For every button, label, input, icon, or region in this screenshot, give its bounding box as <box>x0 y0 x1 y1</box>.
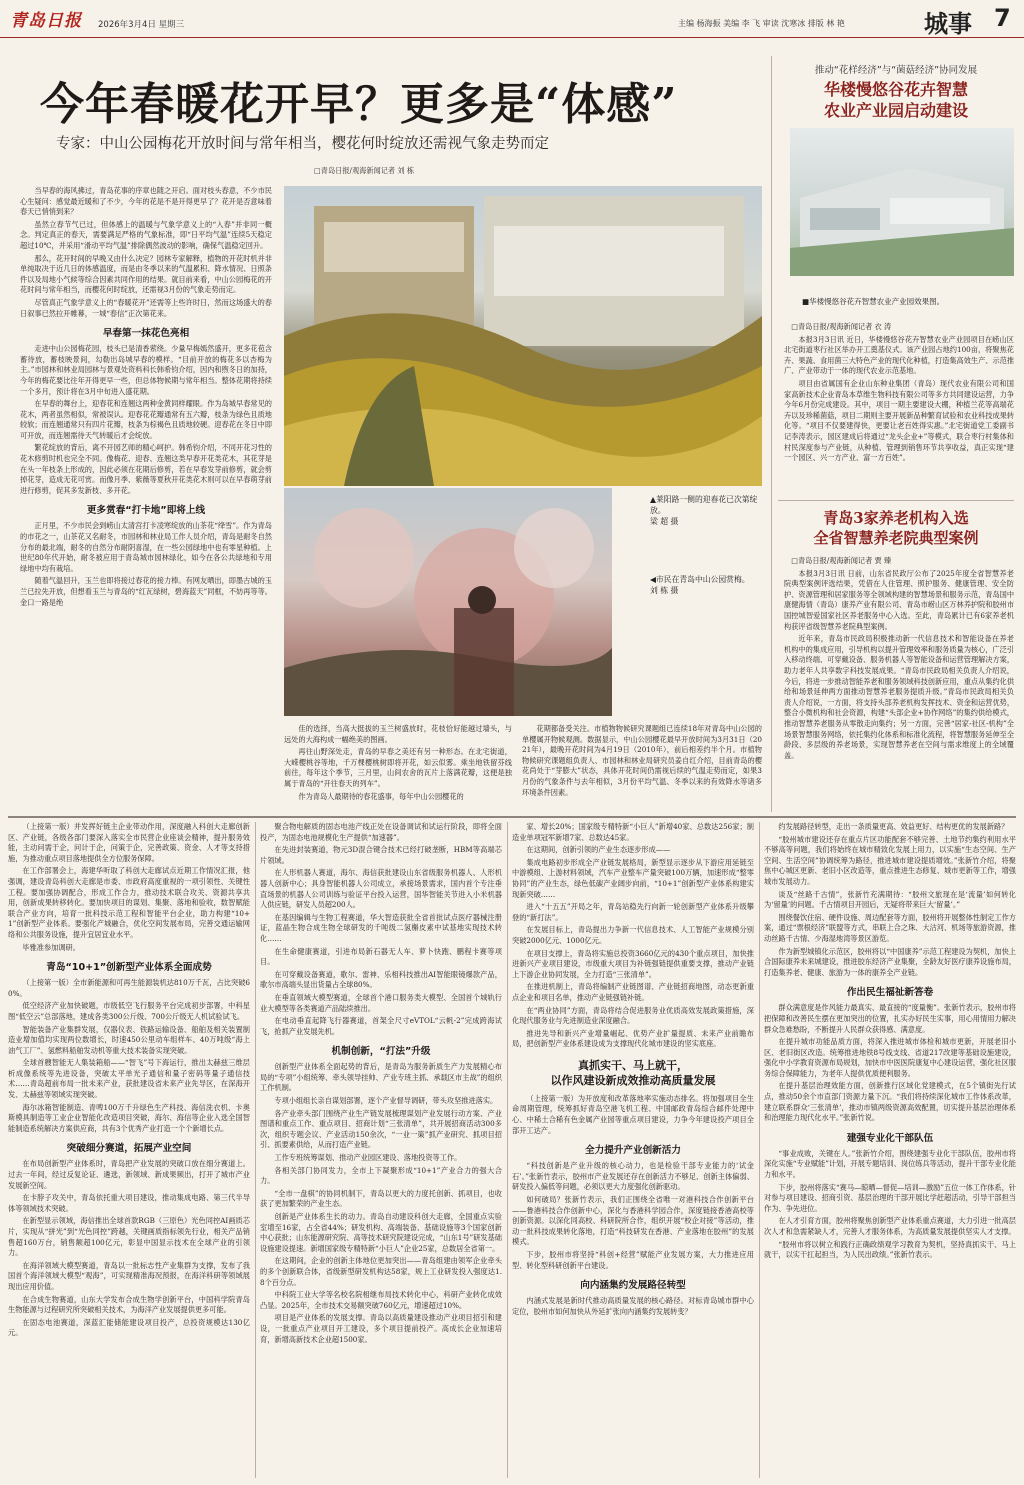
side-story-elderly-care-body <box>784 556 1014 763</box>
section-heading: 青岛“10+1”创新型产业体系全面成势 <box>46 962 212 974</box>
paragraph: “胶州城市建设还存在重点片区功能配套不够完善、土地节约集约利用水平不够高等问题，我们将始终在城市精致化发展上用力，以实施“生态空间、生产空间、生活空间”协调统筹为路径，推进城市建设提质增效。”张新竹介绍，将聚焦中心城区更新、老旧小区改造等，重点推进生态修复、城市更新等工作，增强城市发展动力。 <box>764 834 1016 886</box>
side-headline: 华楼慢悠谷花卉智慧 农业产业园启动建设 <box>823 80 968 120</box>
bottom-column-4 <box>764 822 1016 1482</box>
paragraph: 虽然立春节气已过，但体感上的温暖与气象学意义上的“入春”并非同一概念。判定真正的春天，需要满足严格的气象标准，即“日平均气温”连续5天稳定超过10℃，并采用“滑动平均气温”排除偶然波动的影响，确保气温稳定回升。 <box>20 219 272 250</box>
paragraph: 推进先导和新兴产业增量崛起、优势产业扩量提质、未来产业前瞻布局，把创新型产业体系建设成为支撑现代化城市建设的坚实底座。 <box>512 1028 754 1049</box>
paragraph: 在这期间，企业的创新主体地位更加突出——青岛组建由领军企业牵头的多个创新联合体，省级新型研发机构达58家，规上工业研发投入强度达1.8个百分点。 <box>260 1256 502 1287</box>
bottom-column-2 <box>260 822 502 1482</box>
paragraph: 中科院工业大学等名校名院相继布局技术转化中心，科研产业转化成效凸显。2025年，全市技术交易额突破760亿元，增速超过10%。 <box>260 1290 502 1310</box>
paragraph: 佳的选择，当高大挺拔的玉兰树盛放时，花枝恰好能越过墙头，与远处的大海构成一幅绝美的图画。 <box>284 724 512 744</box>
paragraph: 集成电路初步形成全产业链发展格局，新型显示逐步从下游应用延链至中游模组、上游材料领域，汽车产业整车产量突破100万辆，加速形成“整零协同”的产业生态，绿色低碳产业阔步向前，“10+1”创新型产业体系构建实现新突破…… <box>512 857 754 899</box>
paragraph: 在人形机器人赛道，海尔、海信获批建设山东省级服务机器人、人形机器人创新中心；具身智能机器人公司成立，承接场景需求，国内首个专注垂直场景的机器人公司训练与验证平台投入运营，国华智能关节进入小米机器人供应链，研发人员超200人。 <box>260 868 502 910</box>
paragraph: 创新型产业体系全面起势的背后，是青岛为服务新质生产力发展精心布局的“专项”小组统筹、牵头领导挂帅、产业专班主抓、承载区市主战”的组织工作机制。 <box>260 1062 502 1093</box>
paragraph: （上接第一版）全市新能源和可再生能源装机达810万千瓦，占比突破60%。 <box>8 978 250 998</box>
paragraph: 在电动垂直起降飞行器赛道，首架全尺寸eVTOL“云帆-2”完成跨海试飞，抢抓产业发展先机。 <box>260 1016 502 1036</box>
paragraph: 在“两业协同”方面，青岛将结合促进服务业优质高效发展政策措施，深化现代服务业与先进制造业深度融合。 <box>512 1005 754 1026</box>
main-column-2 <box>284 724 512 804</box>
section-heading: 建强专业化干部队伍 <box>846 1132 934 1144</box>
paragraph: 海尔冰箱智能制造、青啤100万千升绿色生产科技、海信洗衣机、卡奥斯模具制造等工业企业智能化改造项目突破，海尔、海信等企业入选全国智能制造系统解决方案供应商，共有3个优秀产业打造一个个新增长点。 <box>8 1102 250 1133</box>
paragraph: 创新是产业体系生长的动力。青岛自动建设科创大走廊，全国重点实验室增至16家，占全省44%；研发机构、高端装备、基础设施等3个国家创新中心获批；山东能源研究院、高等技术研究院建设完成，“山东1号”研发基础设施建设提速。新增国家级专精特新“小巨人”企业25家，总数居全省第一。 <box>260 1212 502 1253</box>
issue-date: 2026年3月4日 星期三 <box>98 20 185 30</box>
paragraph: 各相关部门协同发力，全市上下凝聚形成“10+1”产业合力的强大合力。 <box>260 1165 502 1186</box>
paragraph: 群众满意度是作风能力最真实、最直接的“度量衡”。张新竹表示，胶州市将把保障和改善民生摆在更加突出的位置，扎实办好民生实事，用心用情用力解决群众急难愁盼，不断提升人民群众获得感、满意度。 <box>764 1003 1016 1034</box>
paragraph: 在这期间，创新引领的产业生态逐步形成—— <box>526 845 671 855</box>
paragraph: 作为新型城镇化示范区，胶州将以“中国康养”示范工程建设为契机，加快上合国际康养未来城建设，推进胶东经济产业集聚，全龄友好医疗康养设施布局，打造集养老、健康、旅游为一体的康养全产业链。 <box>764 946 1016 977</box>
paragraph: 在提升城市功能品质方面，将深入推进城市体检和城市更新，开展老旧小区、老旧街区改造。统筹推进地铁8号线支线、省道217改建等基础设施建设，强化中小学教育资源布局规划，加快市中医医院康复中心建设运营，强化社区服务综合保障能力，为老年人提供优质便利服务。 <box>764 1037 1016 1078</box>
paragraph: 在工作部署会上，海建华听取了科创大走廊试点近期工作情况汇报，他强调，建设青岛科创大走廊是市委、市政府高度重视的一项引领性、关键性工程。要加强协调配合，形成工作合力，推动技术联合攻关、资源共享共用，创新成果转移转化。要加快项目的谋划、集聚、落地和验收，数智赋能联合产业方向，培育一批科技示范工程和智能平台企业，助力构建“10+1”创新型产业体系。要强化产城融合，优化空间发展布局，完善交通运输网络和公共服务设施，提升宜居宜业水平。 <box>8 866 250 939</box>
staff-credits: 主编 杨海振 美编 李 飞 审读 沈寒冰 排版 林 艳 <box>678 19 845 28</box>
paragraph: 随着气温回升，玉兰也即将接过春花的接力棒。有网友晒出，即墨古城的玉兰已拉先开放，但想看玉兰与青岛的“红瓦绿树，碧海蓝天”同框，不妨再等等。金口一路是绝 <box>20 576 272 607</box>
bottom-column-3 <box>512 822 754 1482</box>
section-heading: 向内涵集约发展路径转型 <box>580 1280 686 1292</box>
paragraph: 走进中山公园梅花园，枝头已是清香萦绕。少量早梅嫣然盛开，更多花苞含蓄待放，蓄枝映景间，勾勒出岛城早春的模样。“目前开放的梅花多以杏梅为主。”市园林和林业局园林与景观处资料科长韩希钧介绍，因内和煦冬日的加持，今年的梅花要比往年开得更早一些，但总体物候期与常年相当。整体花期将持续一个多月，预计将在3月中旬进入盛花期。 <box>20 344 272 396</box>
paragraph: 花期都备受关注。市植物物候研究课题组已连续18年对青岛中山公园的单樱属开物候观测。数据显示，中山公园樱花最早开放时间为3月31日（2021年），最晚开花时间为4月19日（2010年），前后相差约半个月。市植物物候研究课题组负责人、市园林和林业局研究员姜自红介绍，目前青岛的樱花尚处于“芽膨大”状态，具体开花时间仍需视后续的气温走势而定，如果3月份的气象条件与去年相似，3月份平均气温、冬季以来的有效降水等诸多环境条件因素。 <box>522 724 762 797</box>
plum-photo-art <box>284 488 612 716</box>
paragraph: 在早春的舞台上，迎春花和连翘这两种金黄同样耀眼。作为岛城早春常见的花木，两者虽然相似，常被误认。迎春花花瓣通常有五六瓣，枝条为绿色且质地较软；而连翘通常只有四片花瓣，枝条为棕褐色且质地较硬。迎春花在冬日中即可开放，而连翘需待天气转暖后才会绽放。 <box>20 399 272 440</box>
paragraph: 在固态电池赛道，深蓝汇能储能建设项目投产，总投资规模达130亿元。 <box>8 1317 250 1338</box>
forsythia-photo <box>284 186 762 486</box>
paragraph: 在先进封装赛道，物元3D混合键合技术已经打破垄断，HBM等高端芯片领域。 <box>260 845 502 865</box>
paragraph: 内涵式发展是新时代推动高质量发展的核心路径。对标青岛城市群中心定位，胶州市如何加快从外延扩张向内涵集约发展转变？ <box>512 1296 754 1316</box>
side-kicker: 推动“花样经济”与“菌菇经济”协同发展 <box>814 65 978 76</box>
paragraph: 项目是产业体系的发展支撑。青岛以高质量建设推动产业项目招引和建设，一批重点产业项目开工建设，多个项目提前投产。高成长企业加速培育，新增高新技术企业超1500家。 <box>260 1313 502 1344</box>
side-headline: 青岛3家养老机构入选 全省智慧养老院典型案例 <box>813 509 979 547</box>
paragraph: 在海洋领域大模型赛道，青岛以一批标志性产业集群为支撑，发布了我国首个海洋领域大模型“观海”，可实现精准海况预报，在海洋科研等领域展现出应用价值。 <box>8 1260 250 1291</box>
paragraph: 繁花绽放的背后，离不开园艺师的精心呵护。韩希钧介绍，不同开花习性的花木修剪时机也完全不同。像梅花、迎春、连翘这类早春开花类花木，其花芽是在头一年枝条上形成的，因此必须在花期后修剪，若在早春发芽前修剪，就会剪掉花芽，造成无花可赏。而像月季、紫薇等夏秋开花类花木则可以在早春萌芽前进行修剪，促其多发新枝、多开花。 <box>20 443 272 495</box>
newspaper-logo: 青岛日报 <box>10 11 82 31</box>
photo-caption-forsythia: ▲莱阳路一侧的迎春花已次第绽放。 梁 超 摄 <box>650 495 758 526</box>
paragraph: 聚合物电解质的固态电池产线正处在设备调试和试运行阶段，即将全面投产，为固态电池规模化生产提供“加速器”。 <box>260 822 502 842</box>
side-story-flower-park <box>778 62 1014 121</box>
paragraph: 在基因编辑与生物工程赛道，华大智造获批全省首批试点医疗器械注册证，蓝晶生物合成生物全球研发的千吨级二氢槲皮素中试基地实现技术转化…… <box>260 912 502 943</box>
section-heading: 全力提升产业创新活力 <box>585 1145 681 1157</box>
vertical-divider <box>255 822 256 1478</box>
paragraph: 全球首艘智能无人集装箱船——“智飞”号下海运行，推出太赫兹三维层析成像系统等先进设备，突破太平单光子通信和量子密码等量子通信技术……青岛超前布局一批未来产业，获批建设省未来产业先导区，在深海开发、太赫兹等领域实现突破。 <box>8 1058 250 1100</box>
section-heading: 突破细分赛道，拓展产业空间 <box>66 1143 192 1155</box>
paragraph: 在合成生物赛道，山东大学发布合成生物学创新平台，中国科学院青岛生物能源与过程研究所突破相关技术，为海洋产业发展提供更多可能。 <box>8 1294 250 1315</box>
section-heading: 作出民生福祉新答卷 <box>846 987 934 999</box>
vertical-divider <box>771 56 772 812</box>
paragraph: 在人才引育方面，胶州将聚焦创新型产业体系重点赛道，大力引进一批高层次人才和急需紧缺人才，完善人才服务体系，为高质量发展提供坚实人才支撑。 <box>764 1216 1016 1236</box>
paragraph: 在可穿戴设备赛道，歌尔、雷神、乐相科技推出AI智能眼镜爆款产品，歌尔市高端头显出货量占全球80%。 <box>260 969 502 990</box>
paragraph: 在布局创新型产业体系时，青岛把产业发展的突破口放在细分赛道上。过去一年间，经过反复论证、遴选，新领域、新成果频出，打开了城市产业发展新空间。 <box>8 1159 250 1190</box>
vertical-divider <box>759 822 760 1478</box>
paragraph: 在卡脖子攻关中，青岛依托重大项目建设，推动集成电路、第三代半导体等领域技术突破。 <box>8 1193 250 1213</box>
industrial-park-rendering <box>790 128 1014 276</box>
paragraph: 在生命健康赛道，引进布局新石器无人车、萝卜快跑、鹏程卡赛等项目。 <box>260 946 502 967</box>
paragraph: 进入“十五五”开局之年，青岛站稳先行向新一轮创新型产业体系升级攀登的“新打法”。 <box>512 902 754 922</box>
rendering-caption: ■华楼慢悠谷花卉智慧农业产业园效果图。 <box>802 297 945 306</box>
page-number: 7 <box>994 4 1011 32</box>
paragraph: 尽管真正气象学意义上的“春暖花开”还需等上些许时日，然而这场盛大的春日叙事已然拉开帷幕，一城“春信”正次第花来。 <box>20 297 272 318</box>
paragraph: “胶州市将以树立和践行正确政绩观学习教育为契机，坚持真抓实干、马上就干，以实干扛起担当，为人民出政绩。”张新竹表示。 <box>764 1239 1016 1260</box>
paragraph: 那么，花开时间的早晚又由什么决定？园林专家解释，植物的开花时机并非单纯取决于近几日的体感温度，而是由冬季以来的气温累积、降水情况、日照条件以及局地小气候等综合因素共同作用的结果。就目前来看，中山公园梅花的开花时间与常年相当，而樱花何时绽放，还需视3月份的气象走势而定。 <box>20 253 272 295</box>
plum-blossom-photo <box>284 488 612 716</box>
paragraph: 如何破局？张新竹表示，我们正围绕全省唯一对港科技合作创新平台——鲁港科技合作创新中心，深化与香港科学园合作，深度链接香港高校等创新资源。以深化同高校、科研院所合作，组织开展“校企对接”等活动，推动一批科技成果转化落地，打造“科技研发在香港、产业落地在胶州”的发展模式。 <box>512 1195 754 1247</box>
paragraph: 智能装备产业集群发展，仅器仪表、铁路运输设备、船舶及相关装置制造业增加值均实现两位数增长，时速450公里动车组样车、40万吨级“海上油气工厂”、氢燃料船舶发动机等重大技术装备实现突破。 <box>8 1024 250 1055</box>
paragraph: 低空经济产业加快破题，市级低空飞行服务平台完成初步部署，中科星图“低空云”总部落地，建成各类300公斤级、700公斤级无人机试验试飞。 <box>8 1001 250 1021</box>
side-byline: □青岛日报/观海新闻记者 贾 臻 <box>791 556 892 565</box>
paragraph: 作为青岛人最期待的春花盛事，每年中山公园樱花的 <box>298 791 464 801</box>
side-story-flower-park-body <box>784 322 1014 466</box>
bottom-column-1 <box>8 822 250 1482</box>
paragraph: 家、增长20%；国家级专精特新“小巨人”新增40家、总数达256家；制造业单项冠军新增7家、总数达45家。 <box>512 822 754 842</box>
paragraph: （上接第一版）为开放度和改革落地率实施动态排名。将加强项目全生命周期管理，统筹抓好青岛空港飞机工程、中国邮政青岛综合邮件处理中心、中稀土合稀有色金属产业园等重点项目建设，力争今年建设投产项目全部开工达产。 <box>512 1093 754 1135</box>
section-heading: 更多赏春“打卡地”即将上线 <box>86 505 206 517</box>
paragraph: 约发展路径转型，走出一条质量更高、效益更好、结构更优的发展新路？ <box>778 822 1009 831</box>
paragraph: 在项目支撑上，青岛将实施总投资3660亿元的430个重点项目，加快推进新兴产业项目建设，市级重大项目为补链强链提供重要支撑，推动产业链上下游企业协同发展，全力打造“三张清单”。 <box>512 948 754 979</box>
paragraph: 近年来，青岛市民政局积极推动新一代信息技术和智能设备在养老机构中的集成应用，引导机构以提升管理效率和服务质量为核心，广泛引入移动终端、可穿戴设备、服务机器人等智能设备和运营管理解决方案，助力老年人共享数字科技发展成果。“青岛市民政局相关负责人介绍说，今后，将进一步推动智能养老和服务领域科技创新应用，重点从集约化供给和场景延伸两方面推动智慧养老服务提质升级。”青岛市民政局相关负责人介绍说，一方面，将支持头部养老机构发挥技术、资金和运营优势，整合小微机构和社会资源，构建“头部企业+协作网络”的集约供给模式，推动智慧养老服务从零散走向集约；另一方面，完善“居家-社区-机构”全场景智慧服务网络，依托集约化体系和标准化流程，将智慧服务延伸至全龄段、多层级的养老场景，实现智慧养老在空间与需求维度上的全域覆盖。 <box>784 634 1015 760</box>
paragraph: 当早春的海风拂过，青岛花事的序章也随之开启。面对枝头春意，不少市民心生疑问：感觉最近暖和了不少，今年的花是不是开得更早了？花开是否意味着春天已悄悄到来？ <box>20 186 272 217</box>
paragraph: 在推进机制上，青岛将编制产业链图谱、产业链招商地图，动态更新重点企业和项目名单，推动产业链强链补链。 <box>512 982 754 1002</box>
paragraph: 在发展目标上，青岛提出力争新一代信息技术、人工智能产业规模分别突破2000亿元、1000亿元。 <box>512 925 754 945</box>
horizontal-divider <box>8 816 1016 818</box>
paragraph: 围绕餐饮住宿、硬件设施、周边配套等方面，胶州将开展整体性制定工作方案，通过“票根经济”联盟等方式，串联上合之珠、大沽河、机场等旅游资源，推动丝路千古情、少海湿地湾等景区游览。 <box>764 912 1016 943</box>
forsythia-photo-art <box>284 186 762 486</box>
section-name: 城事 <box>924 10 972 38</box>
paragraph: 下步，胶州市将坚持“科创+经营”赋能产业发展方案，大力推进应用型、转化型科研创新平台建设。 <box>512 1250 754 1270</box>
paragraph: 在垂直领域大模型赛道，全球首个港口服务类大模型、全国首个城轨行业大模型等各类赛道产品陆续推出。 <box>260 992 502 1013</box>
paragraph: 在新型显示领域，海信推出全球首款RGB（三原色）光色同控AI画质芯片，实现从“拼光”到“光色同控”跨越，关键画质指标领先行业，相关产品销售超160万台，销售额超100亿元，彰显中国显示技术在全球产业的引领力。 <box>8 1216 250 1258</box>
paragraph: 各产业牵头部门围绕产业生产链发展梳理谋划产业发展行动方案、产业图谱和重点工作、重点项目、招商计划“三张清单”，共开展招商活动300多次，组织专题会议、产业活动150余次，“一业一策”抓产业研究、抓项目招引、抓要素供给，从而打造产业链。 <box>260 1108 502 1150</box>
paragraph: 在提升基层治理效能方面，创新推行区域化党建模式，在5个镇街先行试点，推动50余个市直部门资源力量下沉。“我们将持续深化城市工作体系改革，建立联系群众‘三张清单’，推动市镇两级资源高效配置，切实提升基层治理体系和治理能力现代化水平。”张新竹说。 <box>764 1081 1016 1123</box>
paragraph: 再往山野深处走，青岛的早春之美还有另一种形态。在北宅街道，大嵘樱桃谷等地，千万棵樱桃树即将开花，如云似雾。乘坐地铁留芬线前往，每年这个季节，三月里，山间农舍的瓦片上落满花瓣，这便是独属于青岛的“开往春天的列车”。 <box>284 747 512 788</box>
paragraph: 下步，胶州将落实“赛马—晾晒—督促—培训—激励”五位一体工作体系，针对参与项目建设、招商引资、基层治理的干部开展比学赶超活动，引导干部担当作为、争先进位。 <box>764 1182 1016 1213</box>
paragraph: 谈及“丝路千古情”，张新竹充满期待：“胶州文旅现在是‘流量’如何转化为‘留量’的问题。千古情项目开园后，无疑将带来巨大‘留量’。” <box>764 889 1016 910</box>
feature-headline: 真抓实干、马上就干， 以作风建设新成效推动高质量发展 <box>550 1058 716 1087</box>
section-heading: 早春第一抹花色亮相 <box>102 328 190 340</box>
photo-caption-plum: ◀市民在青岛中山公园赏梅。 刘 栋 摄 <box>650 575 750 595</box>
paragraph: “科技创新是产业升级的核心动力，也是检验干部专业能力的‘试金石’。”张新竹表示，胶州市产业发展还存在创新活力不够足、创新主体偏弱、研发投入偏低等问题，必须以更大力度强化创新驱动。 <box>512 1161 754 1192</box>
paragraph: 专项小组组长亲自谋划部署，逐个产业督导调研，带头攻坚推进落实。 <box>274 1096 498 1106</box>
paragraph: 本报3月3日讯 近日，华楼慢悠谷花卉智慧农业产业园项目在崂山区北宅街道枣行社区举办开工奠基仪式。该产业园占地约100亩，将聚焦花卉、果蔬、食用菌三大特色产业的现代化种植，打造集高效生产、示范推广、产业带动于一体的现代农业示范基地。 <box>784 334 1015 376</box>
vertical-divider <box>507 822 508 1478</box>
paragraph: 正月里，不少市民会到崂山太清宫打卡凌寒绽放的山茶花“绛雪”。作为青岛的市花之一，山茶花又名耐冬，市园林和林业局工作人员介绍，青岛是耐冬自然分布的最北端，耐冬的自然分布耐阴喜湿，在一些公园绿地中也有零星种植。上世纪80年代开始，耐冬被应用于青岛城市园林绿化，如今在各公共绿地和专用绿地中均有栽培。 <box>20 521 272 573</box>
main-column-3 <box>522 724 762 800</box>
main-subheadline: 专家：中山公园梅花开放时间与常年相当，樱花何时绽放还需视气象走势而定 <box>56 136 549 152</box>
side-story-elderly-care <box>778 508 1014 548</box>
paragraph: “事业成败，关键在人。”张新竹介绍，围绕建强专业化干部队伍，胶州市将深化实施“专业赋能”计划，开展专题培训、岗位练兵等活动，提升干部专业化能力和水平。 <box>764 1148 1016 1180</box>
masthead <box>0 0 1024 38</box>
side-byline: □青岛日报/观海新闻记者 衣 涛 <box>791 322 892 331</box>
main-byline: □青岛日报/观海新闻记者 刘 栋 <box>314 166 415 175</box>
main-headline-area <box>8 62 766 182</box>
paragraph: （上接第一版）并发挥好链主企业带动作用，深度融入科创大走廊创新区、产业链，各级各部门要深入落实全市民营企业座谈会精神，提升服务效能，主动问需于企，问计于企，问策于企，完善政策、资金、人才等支持措施，为推动重点项目落地提供全方位服务保障。 <box>8 822 250 863</box>
rendering-art <box>790 128 1014 276</box>
section-heading: 机制创新，“打法”升级 <box>331 1046 431 1058</box>
main-headline: 今年春暖花开早？更多是“体感” <box>40 79 678 130</box>
horizontal-divider <box>778 500 1014 501</box>
paragraph: 本报3月3日讯 日前，山东省民政厅公布了2025年度全省智慧养老院典型案例评选结果，凭借在人住管理、照护服务、健康管理、安全防护、资源管理和居家服务等全领域构建的智慧场景和服务示范，青岛国中康健海情（青岛）康养产业有限公司、青岛市崂山区万林养护院和胶州市国控城智爱国家社区养老服务中心入选。至此，青岛累计已有6家养老机构获评省级智慧养老院典型案例。 <box>784 568 1015 631</box>
paragraph: 工作专班统筹谋划、推动产业园区建设、落地投资等工作。 <box>274 1153 462 1163</box>
main-column-1 <box>20 186 272 610</box>
paragraph: “全市一盘棋”的协同机制下，青岛以更大的力度托创新、抓项目，也收获了更加繁荣的产业生态。 <box>260 1188 502 1209</box>
paragraph: 项目由省属国有企业山东种业集团（青岛）现代农业有限公司和国家高新技术企业青岛本草维生物科技有限公司等多方共同建设运营，力争今年6月份完成建设。其中，项目一期主要建设大棚，种植兰花等高端花卉以及珍稀菌菇，项目二期则主要开展新品种繁育试验和农业科技成果转化等。“项目不仅要建得快，更要让老百姓得实惠。”北宅街道党工委副书记李涛表示，园区建成后将通过“龙头企业+”等模式，联合枣行村集体和村民深度参与产业链，从种植、管理到销售环节共享收益，真正实现“建一个园区、兴一方产业、富一方百姓”。 <box>784 378 1015 463</box>
paragraph: 毕雅准参加调研。 <box>22 942 80 952</box>
